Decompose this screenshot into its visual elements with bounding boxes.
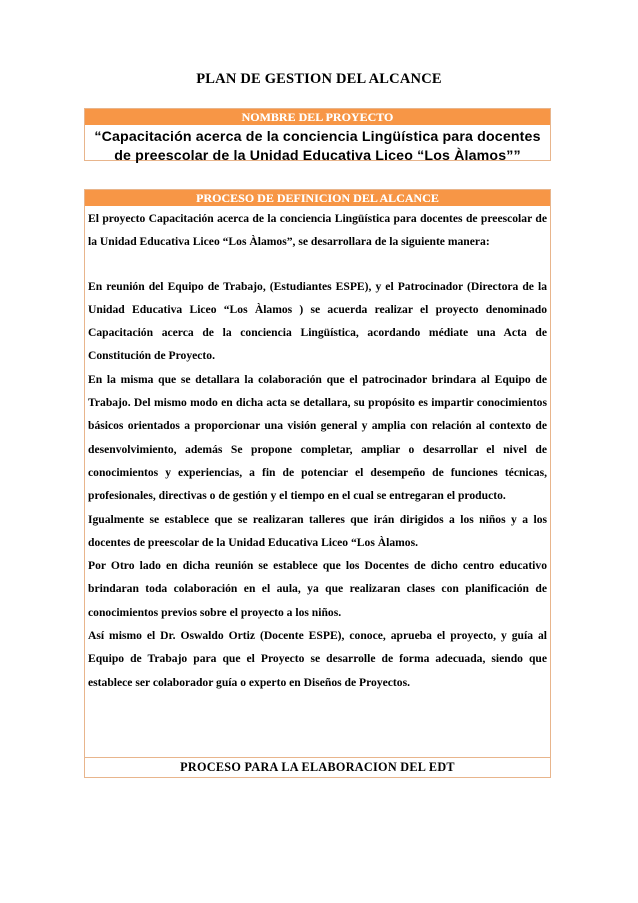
edt-process-header: PROCESO PARA LA ELABORACION DEL EDT [85, 757, 550, 777]
scope-paragraph-3: En la misma que se detallara la colaboración que el patrocinador brindara al Equipo de Trabajo. Del mismo modo en dicha acta se detallara, su propósito es impartir conocimientos básicos orientados a proporcionar una visión general y amplia con relación al contexto de desenvolvimiento, además Se propone completar, ampliar o desarrollar el nivel de conocimientos y experiencias, a fin de potenciar el desempeño de funciones técnicas, profesionales, directivas o de gestión y el tiempo en el cual se entregaran el producto. [88, 372, 547, 503]
scope-definition-body [85, 206, 550, 694]
scope-definition-header-label: PROCESO DE DEFINICION DEL ALCANCE [196, 191, 439, 205]
scope-paragraph-5: Por Otro lado en dicha reunión se establece que los Docentes de dicho centro educativo brindaran toda colaboración en el aula, ya que realizaran clases con planificación de conocimientos previos sobre el proyecto a los niños. [88, 559, 547, 619]
scope-paragraph-6: Así mismo el Dr. Oswaldo Ortiz (Docente ESPE), conoce, aprueba el proyecto, y guía al Equipo de Trabajo para que el Proyecto se desarrolle de forma adecuada, siendo que establece ser colaborador guía o experto en Diseños de Proyectos. [88, 629, 547, 689]
project-name-table [84, 108, 551, 164]
scope-paragraph-2: En reunión del Equipo de Trabajo, (Estudiantes ESPE), y el Patrocinador (Directora de la Unidad Educativa Liceo “Los Àlamos ) se acuerda realizar el proyecto denominado Capacitación acerca de la conciencia Lingüística, acordando médiate una Acta de Constitución de Proyecto. [88, 279, 547, 363]
project-name-header [85, 109, 550, 125]
scope-definition-header [85, 190, 550, 206]
scope-paragraph-1: El proyecto Capacitación acerca de la conciencia Lingüística para docentes de preescolar de la Unidad Educativa Liceo “Los Àlamos”, se desarrollara de la siguiente manera: [88, 212, 547, 249]
project-name: “Capacitación acerca de la conciencia Lingüística para docentes de preescolar de la Unidad Educativa Liceo “Los Àlamos”” [94, 129, 541, 164]
scope-definition-table [84, 189, 551, 778]
project-name-header-label: NOMBRE DEL PROYECTO [241, 110, 394, 124]
scope-paragraph-4: Igualmente se establece que se realizaran talleres que irán dirigidos a los niños y a los docentes de preescolar de la Unidad Educativa Liceo “Los Àlamos. [88, 512, 547, 549]
document-title: PLAN DE GESTION DEL ALCANCE [196, 71, 442, 87]
